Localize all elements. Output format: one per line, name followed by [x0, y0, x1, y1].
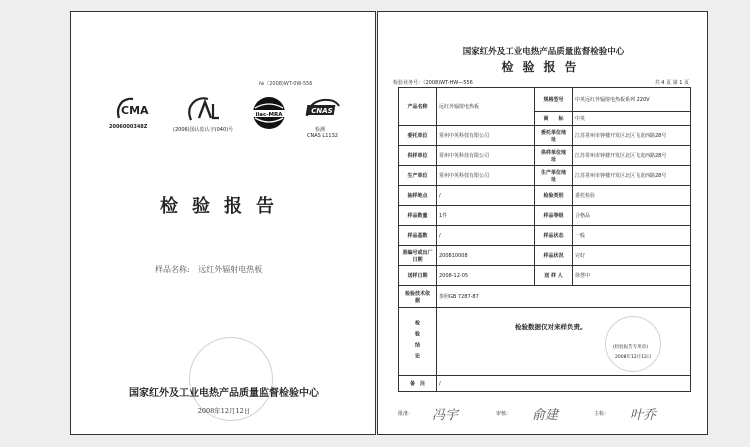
sample-base-label: 样品基数: [399, 226, 437, 246]
conclusion-label: 检验结论: [399, 308, 437, 376]
sample-base-value: /: [437, 226, 535, 246]
supplier-address-value: 江苏常州市钟楼开发区北区飞龙西路28号: [573, 146, 691, 166]
sample-name-line: [155, 264, 262, 275]
basis-label: 检验技术依 据: [399, 286, 437, 308]
cma-logo-icon: [109, 96, 151, 130]
business-number: 检验业务号：（2008)WT-HW—556: [393, 80, 473, 86]
remarks-label: 备 注: [399, 376, 437, 392]
table-row: [399, 246, 691, 266]
ilac-mra-logo-icon: [249, 96, 289, 134]
table-row: [399, 286, 691, 308]
entrust-unit-label: 委托单位: [399, 126, 437, 146]
cma-caption: 2006000348Z: [109, 124, 148, 130]
arrival-date-label: 送样日期: [399, 266, 437, 286]
table-row: [399, 308, 691, 376]
ilac-logo-text: ilac-MRA: [255, 112, 283, 118]
inspection-type-label: 检验类别: [535, 186, 573, 206]
report-title: 检验报告: [501, 60, 586, 74]
inspection-report-table: [398, 87, 691, 392]
trademark-label: 商 标: [535, 112, 573, 126]
sample-qty-value: 1件: [437, 206, 535, 226]
inspection-type-value: 委托检验: [573, 186, 691, 206]
sample-grade-label: 样品等级: [535, 206, 573, 226]
spec-label: 规格型号: [535, 88, 573, 112]
product-name-label: 产品名称: [399, 88, 437, 126]
issuing-organization: 国家红外及工业电热产品质量监督检验中心: [129, 388, 319, 399]
producer-unit-value: 常州中英科技有限公司: [437, 166, 535, 186]
spec-value: 中英远红外辐射电热板系列 220V: [573, 88, 691, 112]
sender-label: 送 样 人: [535, 266, 573, 286]
batch-number-value: 200810008: [437, 246, 535, 266]
cal-caption: (2006)国认监认字(040)号: [173, 127, 234, 133]
sampling-place-value: /: [437, 186, 535, 206]
sample-name-value: 远红外辐射电热板: [198, 265, 263, 274]
cal-logo-icon: [173, 96, 234, 133]
producer-unit-label: 生产单位: [399, 166, 437, 186]
cnas-logo-text: CNAS: [311, 107, 333, 115]
product-name-value: 远红外辐射电热板: [437, 88, 535, 126]
cma-logo-text: CMA: [121, 104, 149, 117]
approver-signature: 冯宇: [432, 408, 459, 423]
remarks-value: /: [437, 376, 691, 392]
arrival-date-value: 2008-12-05: [437, 266, 535, 286]
supplier-address-label: 供样单位地 址: [535, 146, 573, 166]
seal-text: (检验报告专用章): [613, 345, 649, 350]
conclusion-cell: [437, 308, 691, 376]
trademark-value: 中英: [573, 112, 691, 126]
table-row: [399, 88, 691, 112]
reviewer-signature: 俞建: [532, 408, 559, 423]
entrust-address-value: 江苏常州市钟楼开发区北区飞龙西路28号: [573, 126, 691, 146]
cnas-logo-icon: [303, 96, 343, 139]
supplier-unit-value: 常州中英科技有限公司: [437, 146, 535, 166]
page-info: 共 4 页 第 1 页: [654, 80, 689, 86]
producer-address-value: 江苏常州市钟楼开发区北区飞龙西路28号: [573, 166, 691, 186]
certificate-number: №（2008)WT-0W-556: [259, 81, 313, 87]
supplier-unit-label: 供样单位: [399, 146, 437, 166]
sender-value: 徐慧中: [573, 266, 691, 286]
table-row: [399, 166, 691, 186]
main-inspector-signature: 叶乔: [630, 408, 657, 423]
cnas-caption-top: 检测: [315, 127, 326, 133]
issuing-organization: 国家红外及工业电热产品质量监督检验中心: [462, 47, 625, 57]
table-row: [399, 376, 691, 392]
report-cover-page: [70, 11, 376, 435]
table-row: [399, 226, 691, 246]
sample-status-label: 样品状态: [535, 226, 573, 246]
table-row: [399, 206, 691, 226]
entrust-address-label: 委托单位地 址: [535, 126, 573, 146]
sample-qty-label: 样品数量: [399, 206, 437, 226]
conclusion-date: 2008年12月12日: [615, 355, 652, 360]
signature-row: [398, 406, 690, 428]
table-row: [399, 126, 691, 146]
sample-condition-value: 完好: [573, 246, 691, 266]
batch-number-label: 原编号或出厂日期: [399, 246, 437, 266]
conclusion-value: 检验数据仅对来样负责。: [515, 323, 587, 331]
report-detail-page: [377, 11, 708, 435]
sampling-place-label: 抽样地点: [399, 186, 437, 206]
issue-date: 2008年12月12日: [197, 407, 251, 415]
approve-label: 批准：: [398, 411, 414, 417]
table-row: [399, 266, 691, 286]
review-label: 审核：: [496, 411, 512, 417]
table-row: [399, 186, 691, 206]
cnas-caption: CNAS L1132: [307, 133, 338, 139]
main-inspector-label: 主检：: [594, 411, 610, 417]
sample-name-label: 样品名称:: [155, 265, 190, 274]
report-title: 检验报告: [160, 196, 288, 217]
sample-grade-value: 合格品: [573, 206, 691, 226]
table-row: [399, 146, 691, 166]
sample-condition-label: 样品状况: [535, 246, 573, 266]
basis-value: 参照GB 7287-87: [437, 286, 691, 308]
producer-address-label: 生产单位地 址: [535, 166, 573, 186]
sample-status-value: 一般: [573, 226, 691, 246]
entrust-unit-value: 常州中英科技有限公司: [437, 126, 535, 146]
